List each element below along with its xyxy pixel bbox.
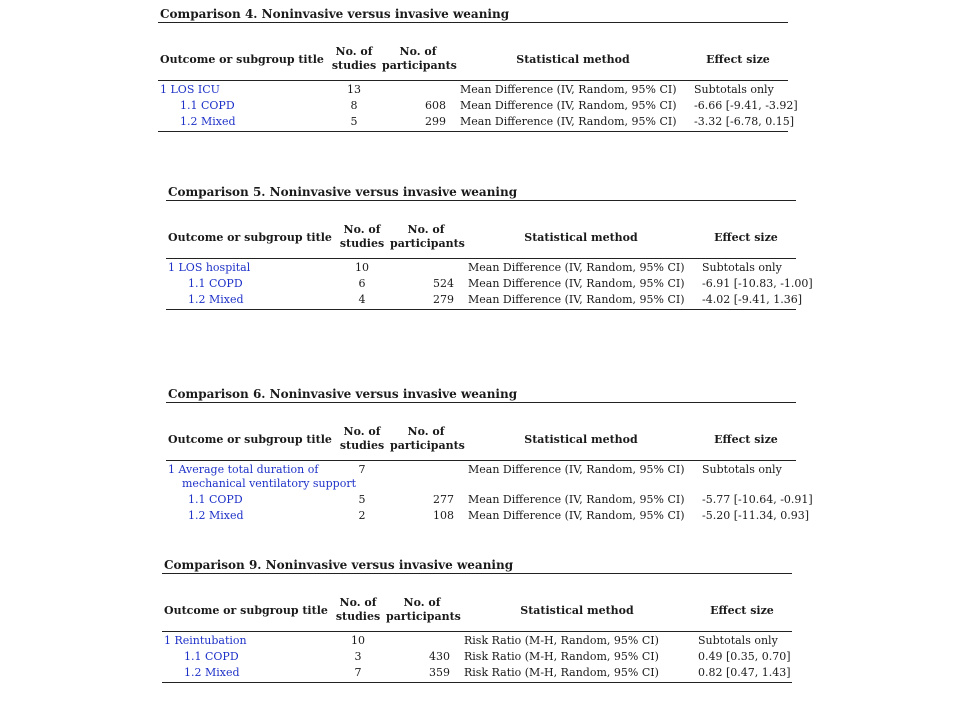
header-studies — [330, 45, 378, 73]
studies-cell: 2 — [358, 509, 366, 522]
method-cell: Mean Difference (IV, Random, 95% CI) — [468, 261, 685, 274]
header-method: Statistical method — [524, 231, 638, 244]
comparison-title: Comparison 9. Noninvasive versus invasive weaning — [162, 557, 792, 574]
table-body — [166, 259, 813, 310]
table-row — [166, 260, 796, 276]
participants-cell: 608 — [425, 99, 446, 112]
table-body — [162, 632, 792, 683]
header-studies-l2: studies — [335, 610, 381, 623]
participants-cell: 359 — [429, 666, 450, 679]
outcome-link[interactable] — [168, 463, 356, 491]
comparison-4-table — [158, 6, 798, 132]
effect-cell: Subtotals only — [698, 634, 778, 647]
header-outcome: Outcome or subgroup title — [164, 604, 328, 617]
studies-cell: 7 — [354, 666, 362, 679]
subgroup-link[interactable]: 1.1 COPD — [184, 650, 239, 663]
method-cell: Mean Difference (IV, Random, 95% CI) — [460, 115, 677, 128]
header-method: Statistical method — [516, 53, 630, 66]
header-effect: Effect size — [714, 433, 778, 446]
header-method: Statistical method — [524, 433, 638, 446]
table-row — [162, 649, 792, 665]
subgroup-link[interactable]: 1.2 Mixed — [180, 115, 236, 128]
studies-cell: 10 — [355, 261, 369, 274]
method-cell: Mean Difference (IV, Random, 95% CI) — [468, 463, 685, 476]
header-studies-l2: studies — [339, 439, 385, 452]
studies-cell: 7 — [358, 463, 366, 476]
method-cell: Mean Difference (IV, Random, 95% CI) — [468, 493, 685, 506]
subgroup-link[interactable]: 1.2 Mixed — [188, 293, 244, 306]
table-row — [166, 508, 809, 524]
table-row — [158, 98, 798, 114]
participants-cell: 108 — [433, 509, 454, 522]
studies-cell: 6 — [358, 277, 366, 290]
comparison-5-table — [166, 184, 813, 310]
header-participants-l2: participants — [382, 59, 457, 72]
header-studies-l1: No. of — [339, 596, 377, 609]
studies-cell: 4 — [358, 293, 366, 306]
header-participants — [386, 596, 461, 624]
header-effect: Effect size — [710, 604, 774, 617]
method-cell: Risk Ratio (M-H, Random, 95% CI) — [464, 634, 659, 647]
table-header — [166, 403, 796, 461]
header-outcome: Outcome or subgroup title — [168, 231, 332, 244]
comparison-title: Comparison 6. Noninvasive versus invasive weaning — [166, 386, 796, 403]
header-studies-l1: No. of — [343, 223, 381, 236]
header-effect: Effect size — [706, 53, 770, 66]
subgroup-link[interactable]: 1.1 COPD — [180, 99, 235, 112]
table-row — [166, 492, 813, 508]
header-studies-l2: studies — [339, 237, 385, 250]
subgroup-link[interactable]: 1.1 COPD — [188, 493, 243, 506]
comparison-title: Comparison 4. Noninvasive versus invasive weaning — [158, 6, 788, 23]
method-cell: Risk Ratio (M-H, Random, 95% CI) — [464, 666, 659, 679]
header-participants-l1: No. of — [403, 596, 441, 609]
outcome-link[interactable]: 1 Reintubation — [164, 634, 247, 647]
table-row — [162, 665, 792, 681]
comparison-title: Comparison 5. Noninvasive versus invasive weaning — [166, 184, 796, 201]
effect-cell: Subtotals only — [702, 261, 782, 274]
header-participants-l2: participants — [386, 610, 461, 623]
studies-cell: 5 — [350, 115, 358, 128]
participants-cell: 277 — [433, 493, 454, 506]
table-row — [166, 292, 802, 308]
comparison-9-table — [162, 557, 792, 683]
effect-cell: -3.32 [-6.78, 0.15] — [694, 115, 794, 128]
method-cell: Mean Difference (IV, Random, 95% CI) — [468, 293, 685, 306]
method-cell: Mean Difference (IV, Random, 95% CI) — [460, 99, 677, 112]
subgroup-link[interactable]: 1.1 COPD — [188, 277, 243, 290]
studies-cell: 8 — [350, 99, 358, 112]
outcome-link-line1: 1 Average total duration of — [168, 463, 319, 476]
effect-cell: 0.82 [0.47, 1.43] — [698, 666, 791, 679]
table-header — [162, 574, 792, 632]
effect-cell: -5.77 [-10.64, -0.91] — [702, 493, 813, 506]
table-row — [162, 633, 792, 649]
header-studies — [338, 223, 386, 251]
header-participants-l1: No. of — [407, 425, 445, 438]
outcome-link[interactable]: 1 LOS ICU — [160, 83, 220, 96]
table-body — [166, 461, 813, 525]
outcome-link[interactable]: 1 LOS hospital — [168, 261, 251, 274]
studies-cell: 10 — [351, 634, 365, 647]
method-cell: Risk Ratio (M-H, Random, 95% CI) — [464, 650, 659, 663]
table-row — [158, 82, 788, 98]
participants-cell: 279 — [433, 293, 454, 306]
effect-cell: Subtotals only — [694, 83, 774, 96]
table-row — [158, 114, 794, 130]
effect-cell: 0.49 [0.35, 0.70] — [698, 650, 791, 663]
effect-cell: -6.66 [-9.41, -3.92] — [694, 99, 798, 112]
table-row — [166, 462, 796, 492]
table-header — [166, 201, 796, 259]
subgroup-link[interactable]: 1.2 Mixed — [184, 666, 240, 679]
participants-cell: 430 — [429, 650, 450, 663]
header-participants — [382, 45, 457, 73]
header-participants-l1: No. of — [407, 223, 445, 236]
header-participants — [390, 223, 465, 251]
outcome-link-line2: mechanical ventilatory support — [182, 477, 357, 490]
header-studies — [334, 596, 382, 624]
effect-cell: Subtotals only — [702, 463, 782, 476]
header-studies — [338, 425, 386, 453]
header-studies-l1: No. of — [343, 425, 381, 438]
header-outcome: Outcome or subgroup title — [168, 433, 332, 446]
participants-cell: 299 — [425, 115, 446, 128]
subgroup-link[interactable]: 1.2 Mixed — [188, 509, 244, 522]
method-cell: Mean Difference (IV, Random, 95% CI) — [468, 277, 685, 290]
header-studies-l2: studies — [331, 59, 377, 72]
table-header — [158, 23, 788, 81]
table-body — [158, 81, 798, 132]
effect-cell: -5.20 [-11.34, 0.93] — [702, 509, 809, 522]
method-cell: Mean Difference (IV, Random, 95% CI) — [460, 83, 677, 96]
header-participants-l2: participants — [390, 237, 465, 250]
method-cell: Mean Difference (IV, Random, 95% CI) — [468, 509, 685, 522]
studies-cell: 5 — [358, 493, 366, 506]
header-participants — [390, 425, 465, 453]
participants-cell: 524 — [433, 277, 454, 290]
header-effect: Effect size — [714, 231, 778, 244]
header-method: Statistical method — [520, 604, 634, 617]
header-outcome: Outcome or subgroup title — [160, 53, 324, 66]
header-participants-l1: No. of — [399, 45, 437, 58]
effect-cell: -4.02 [-9.41, 1.36] — [702, 293, 802, 306]
header-participants-l2: participants — [390, 439, 465, 452]
effect-cell: -6.91 [-10.83, -1.00] — [702, 277, 813, 290]
comparison-6-table — [166, 386, 813, 538]
studies-cell: 13 — [347, 83, 361, 96]
studies-cell: 3 — [354, 650, 362, 663]
header-studies-l1: No. of — [335, 45, 373, 58]
table-row — [166, 276, 813, 292]
